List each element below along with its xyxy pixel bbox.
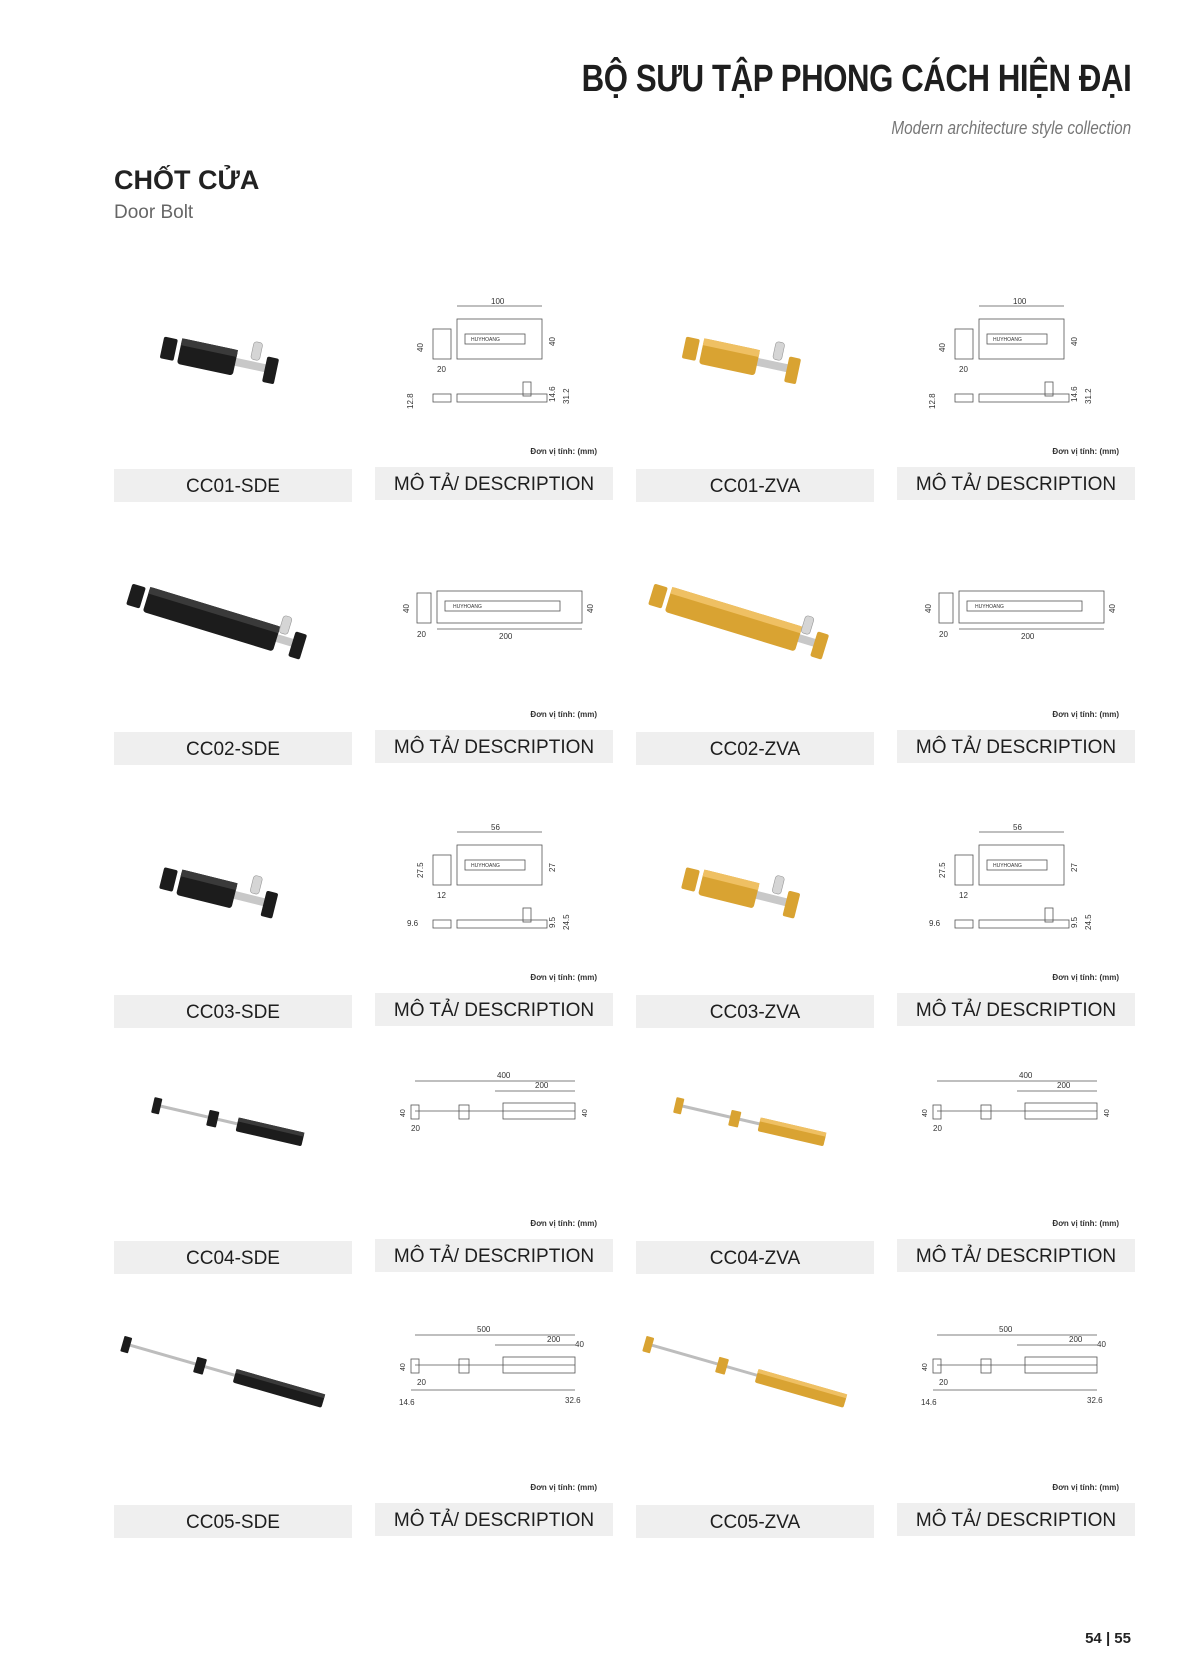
section-title: CHỐT CỬA	[114, 165, 260, 195]
description-card-zva	[897, 1300, 1135, 1560]
product-row	[0, 1300, 1187, 1560]
drawing-brand: HUYHOANG	[453, 604, 482, 610]
product-card-zva	[636, 264, 874, 524]
product-row	[0, 264, 1187, 524]
product-code-label: CC01-ZVA	[636, 469, 874, 502]
product-card-zva	[636, 790, 874, 1050]
dim-height: 27.5	[938, 862, 947, 878]
product-code-label: CC02-ZVA	[636, 732, 874, 765]
unit-note: Đơn vị tính: (mm)	[530, 710, 597, 719]
unit-note: Đơn vị tính: (mm)	[530, 1219, 597, 1228]
product-photo	[636, 1320, 874, 1480]
description-card-sde	[375, 527, 613, 787]
description-card-zva	[897, 527, 1135, 787]
unit-note: Đơn vị tính: (mm)	[530, 447, 597, 456]
description-card-sde	[375, 264, 613, 524]
dim-length: 200	[1069, 1335, 1083, 1344]
product-row	[0, 1036, 1187, 1296]
description-label: MÔ TẢ/ DESCRIPTION	[375, 467, 613, 500]
dim-height: 40	[416, 343, 425, 352]
bolt-product-image	[159, 854, 282, 919]
dim-length: 200	[535, 1081, 549, 1090]
technical-drawing	[399, 1325, 584, 1407]
bolt-product-image	[120, 1336, 325, 1409]
dim-height: 40	[924, 604, 933, 613]
dimension-drawing	[375, 1056, 613, 1216]
dim-height: 40	[400, 1109, 407, 1117]
drawing-brand: HUYHOANG	[993, 863, 1022, 869]
drawing-brand: HUYHOANG	[975, 604, 1004, 610]
dimension-drawing	[897, 1320, 1135, 1480]
dim-length: 200	[499, 632, 513, 641]
page-title: BỘ SƯU TẬP PHONG CÁCH HIỆN ĐẠI	[581, 58, 1131, 100]
dim-height-2: 40	[548, 337, 557, 346]
product-code-label: CC02-SDE	[114, 732, 352, 765]
product-card-sde	[114, 1300, 352, 1560]
product-code-label: CC05-SDE	[114, 1505, 352, 1538]
bolt-product-image	[673, 1097, 827, 1147]
dim-d1: 14.6	[399, 1398, 415, 1407]
technical-drawing	[922, 1071, 1111, 1133]
dim-height: 27.5	[416, 862, 425, 878]
description-card-sde	[375, 790, 613, 1050]
product-card-sde	[114, 1036, 352, 1296]
dimension-drawing	[375, 1320, 613, 1480]
unit-note: Đơn vị tính: (mm)	[1052, 1219, 1119, 1228]
dim-d1: 14.6	[921, 1398, 937, 1407]
dim-d1: 9.5	[548, 916, 557, 928]
product-card-sde	[114, 527, 352, 787]
dim-d1: 9.5	[1070, 916, 1079, 928]
unit-note: Đơn vị tính: (mm)	[1052, 973, 1119, 982]
bolt-product-image	[642, 1336, 847, 1409]
dimension-drawing	[897, 810, 1135, 970]
dim-width: 20	[933, 1124, 942, 1133]
dim-total: 500	[999, 1325, 1013, 1334]
description-card-zva	[897, 790, 1135, 1050]
drawing-brand: HUYHOANG	[471, 337, 500, 343]
bolt-product-image	[126, 570, 311, 660]
dim-width: 12	[437, 891, 446, 900]
dim-d1: 14.6	[548, 386, 557, 402]
dim-width: 20	[959, 365, 968, 374]
dim-width: 12	[959, 891, 968, 900]
product-code-label: CC04-SDE	[114, 1241, 352, 1274]
dim-length: 100	[491, 297, 505, 306]
dim-total: 400	[497, 1071, 511, 1080]
product-photo	[636, 810, 874, 970]
dim-d2: 31.2	[1084, 388, 1093, 404]
bolt-product-image	[648, 570, 833, 660]
dimension-drawing	[897, 284, 1135, 444]
dim-height-2: 40	[1070, 337, 1079, 346]
product-code-label: CC01-SDE	[114, 469, 352, 502]
dim-length: 200	[547, 1335, 561, 1344]
technical-drawing	[924, 591, 1117, 641]
description-card-sde	[375, 1300, 613, 1560]
technical-drawing	[407, 823, 571, 930]
product-photo	[114, 810, 352, 970]
description-label: MÔ TẢ/ DESCRIPTION	[897, 1503, 1135, 1536]
page-subtitle: Modern architecture style collection	[891, 118, 1131, 138]
description-label: MÔ TẢ/ DESCRIPTION	[375, 993, 613, 1026]
product-card-zva	[636, 1036, 874, 1296]
dimension-drawing	[897, 547, 1135, 707]
product-card-zva	[636, 527, 874, 787]
dim-length: 56	[1013, 823, 1022, 832]
dim-length: 100	[1013, 297, 1027, 306]
dim-height-2: 27	[548, 863, 557, 872]
dim-length: 200	[1021, 632, 1035, 641]
product-code-label: CC05-ZVA	[636, 1505, 874, 1538]
dim-width: 20	[417, 1378, 426, 1387]
unit-note: Đơn vị tính: (mm)	[1052, 447, 1119, 456]
description-card-sde	[375, 1036, 613, 1296]
dim-height: 40	[922, 1363, 929, 1371]
dim-height-2: 40	[1108, 604, 1117, 613]
unit-note: Đơn vị tính: (mm)	[1052, 710, 1119, 719]
bolt-product-image	[681, 854, 804, 919]
product-photo	[114, 1320, 352, 1480]
description-label: MÔ TẢ/ DESCRIPTION	[375, 1239, 613, 1272]
dim-d1: 14.6	[1070, 386, 1079, 402]
dim-base: 9.6	[407, 919, 419, 928]
dim-total: 400	[1019, 1071, 1033, 1080]
dim-base: 12.8	[406, 393, 415, 409]
product-code-label: CC04-ZVA	[636, 1241, 874, 1274]
dim-height: 40	[938, 343, 947, 352]
dim-height-2: 27	[1070, 863, 1079, 872]
description-label: MÔ TẢ/ DESCRIPTION	[897, 730, 1135, 763]
drawing-brand: HUYHOANG	[993, 337, 1022, 343]
dim-height: 40	[400, 1363, 407, 1371]
product-photo	[114, 1056, 352, 1216]
dim-height-2: 40	[1104, 1109, 1111, 1117]
dim-d2: 24.5	[1084, 914, 1093, 930]
technical-drawing	[400, 1071, 589, 1133]
drawing-brand: HUYHOANG	[471, 863, 500, 869]
dim-total: 500	[477, 1325, 491, 1334]
description-label: MÔ TẢ/ DESCRIPTION	[897, 1239, 1135, 1272]
dim-base: 9.6	[929, 919, 941, 928]
technical-drawing	[402, 591, 595, 641]
product-row	[0, 790, 1187, 1050]
dim-width: 20	[939, 630, 948, 639]
product-photo	[114, 284, 352, 444]
dim-d2: 32.6	[565, 1396, 581, 1405]
dimension-drawing	[375, 284, 613, 444]
technical-drawing	[929, 823, 1093, 930]
unit-note: Đơn vị tính: (mm)	[530, 973, 597, 982]
page-numbers: 54 | 55	[1085, 1630, 1131, 1647]
dim-height-2: 40	[582, 1109, 589, 1117]
product-code-label: CC03-SDE	[114, 995, 352, 1028]
product-card-sde	[114, 790, 352, 1050]
dim-length: 200	[1057, 1081, 1071, 1090]
technical-drawing	[928, 297, 1093, 409]
dim-width: 20	[437, 365, 446, 374]
product-photo	[636, 284, 874, 444]
dimension-drawing	[897, 1056, 1135, 1216]
dim-height-right: 40	[1097, 1340, 1106, 1349]
description-label: MÔ TẢ/ DESCRIPTION	[375, 730, 613, 763]
bolt-product-image	[159, 323, 281, 384]
product-card-sde	[114, 264, 352, 524]
bolt-product-image	[681, 323, 803, 384]
description-label: MÔ TẢ/ DESCRIPTION	[897, 993, 1135, 1026]
product-photo	[114, 547, 352, 707]
dim-height: 40	[922, 1109, 929, 1117]
dim-width: 20	[939, 1378, 948, 1387]
description-label: MÔ TẢ/ DESCRIPTION	[375, 1503, 613, 1536]
dim-d2: 31.2	[562, 388, 571, 404]
product-code-label: CC03-ZVA	[636, 995, 874, 1028]
dim-d2: 32.6	[1087, 1396, 1103, 1405]
description-label: MÔ TẢ/ DESCRIPTION	[897, 467, 1135, 500]
product-row	[0, 527, 1187, 787]
dim-length: 56	[491, 823, 500, 832]
dim-height: 40	[402, 604, 411, 613]
dim-height-2: 40	[586, 604, 595, 613]
unit-note: Đơn vị tính: (mm)	[530, 1483, 597, 1492]
product-photo	[636, 547, 874, 707]
technical-drawing	[921, 1325, 1106, 1407]
dim-d2: 24.5	[562, 914, 571, 930]
description-card-zva	[897, 264, 1135, 524]
dimension-drawing	[375, 547, 613, 707]
bolt-product-image	[151, 1097, 305, 1147]
section-subtitle: Door Bolt	[114, 202, 194, 223]
dimension-drawing	[375, 810, 613, 970]
unit-note: Đơn vị tính: (mm)	[1052, 1483, 1119, 1492]
dim-width: 20	[417, 630, 426, 639]
technical-drawing	[406, 297, 571, 409]
description-card-zva	[897, 1036, 1135, 1296]
dim-height-right: 40	[575, 1340, 584, 1349]
dim-width: 20	[411, 1124, 420, 1133]
dim-base: 12.8	[928, 393, 937, 409]
product-card-zva	[636, 1300, 874, 1560]
product-photo	[636, 1056, 874, 1216]
